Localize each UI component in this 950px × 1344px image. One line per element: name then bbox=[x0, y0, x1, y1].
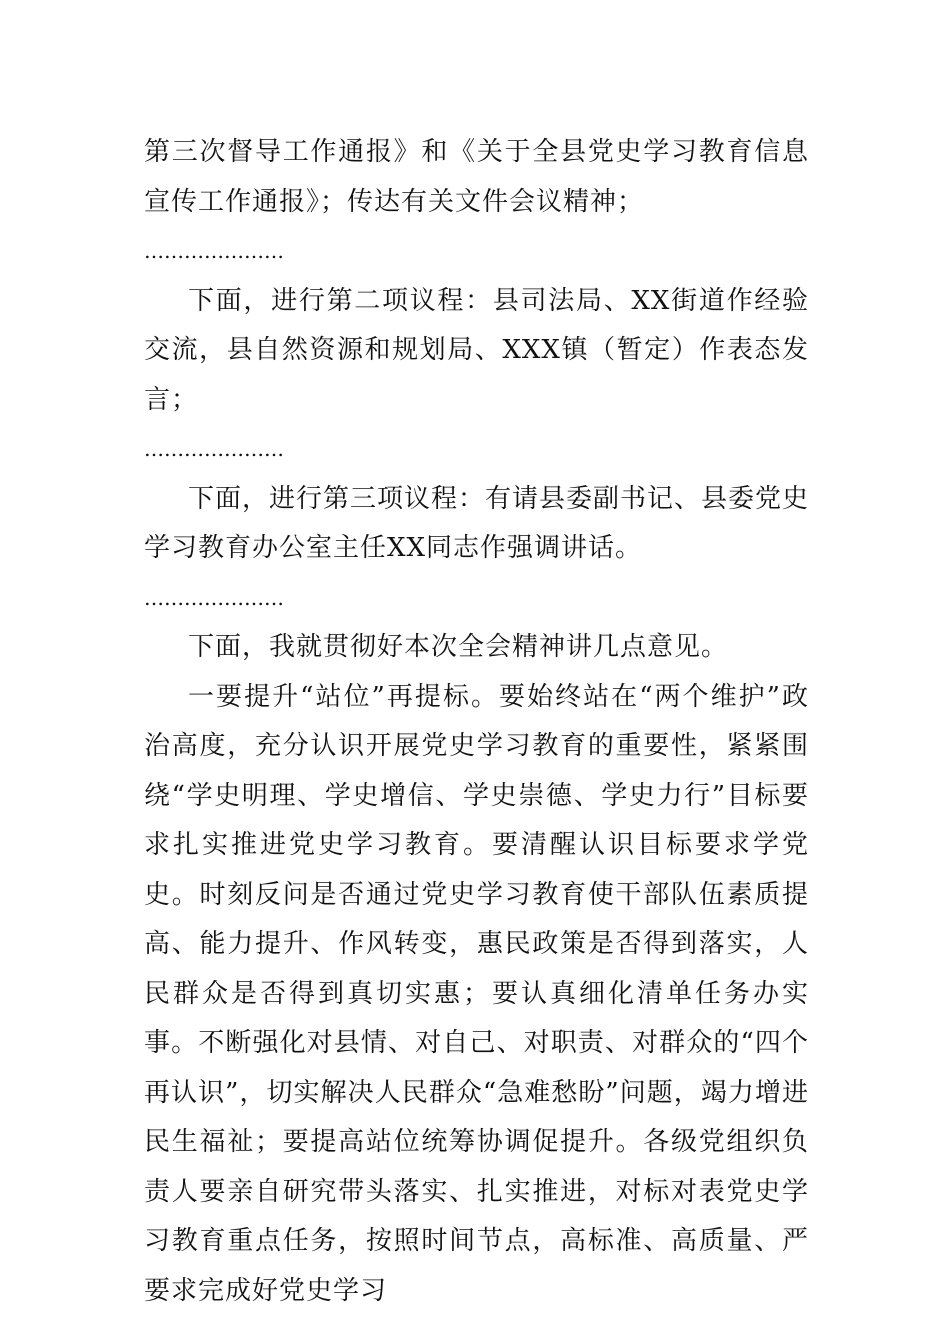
ellipsis-separator-3: ………………… bbox=[144, 585, 284, 610]
paragraph-opinions-intro: 下面，我就贯彻好本次全会精神讲几点意见。 bbox=[188, 632, 729, 662]
paragraph-1: 第三次督导工作通报》和《关于全县党史学习教育信息宣传工作通报》；传达有关文件会议精神； bbox=[144, 137, 809, 217]
paragraph-agenda-3: 下面，进行第三项议程：有请县委副书记、县委党史学习教育办公室主任XX同志作强调讲话。 bbox=[144, 483, 810, 563]
paragraph-agenda-2: 下面，进行第二项议程：县司法局、XX街道作经验交流，县自然资源和规划局、XXX镇（暂定）作表态发言； bbox=[144, 285, 809, 415]
document-body bbox=[144, 128, 809, 1316]
ellipsis-separator-2: ………………… bbox=[144, 437, 284, 461]
ellipsis-separator-1: ………………… bbox=[144, 239, 284, 263]
paragraph-point-one: 一要提升“站位”再提标。要始终站在“两个维护”政治高度，充分认识开展党史学习教育的重要性，紧紧围绕“学史明理、学史增信、学史崇德、学史力行”目标要求扎实推进党史学习教育。要清醒认识目标要求学党史。时刻反问是否通过党史学习教育使干部队伍素质提高、能力提升、作风转变，惠民政策是否得到落实，人民群众是否得到真切实惠；要认真细化清单任务办实事。不断强化对县情、对自己、对职责、对群众的“四个再认识”，切实解决人民群众“急难愁盼”问题，竭力增进民生福祉；要提高站位统筹协调促提升。各级党组织负责人要亲自研究带头落实、扎实推进，对标对表党史学习教育重点任务，按照时间节点，高标准、高质量、严要求完成好党史学习 bbox=[144, 681, 809, 1306]
